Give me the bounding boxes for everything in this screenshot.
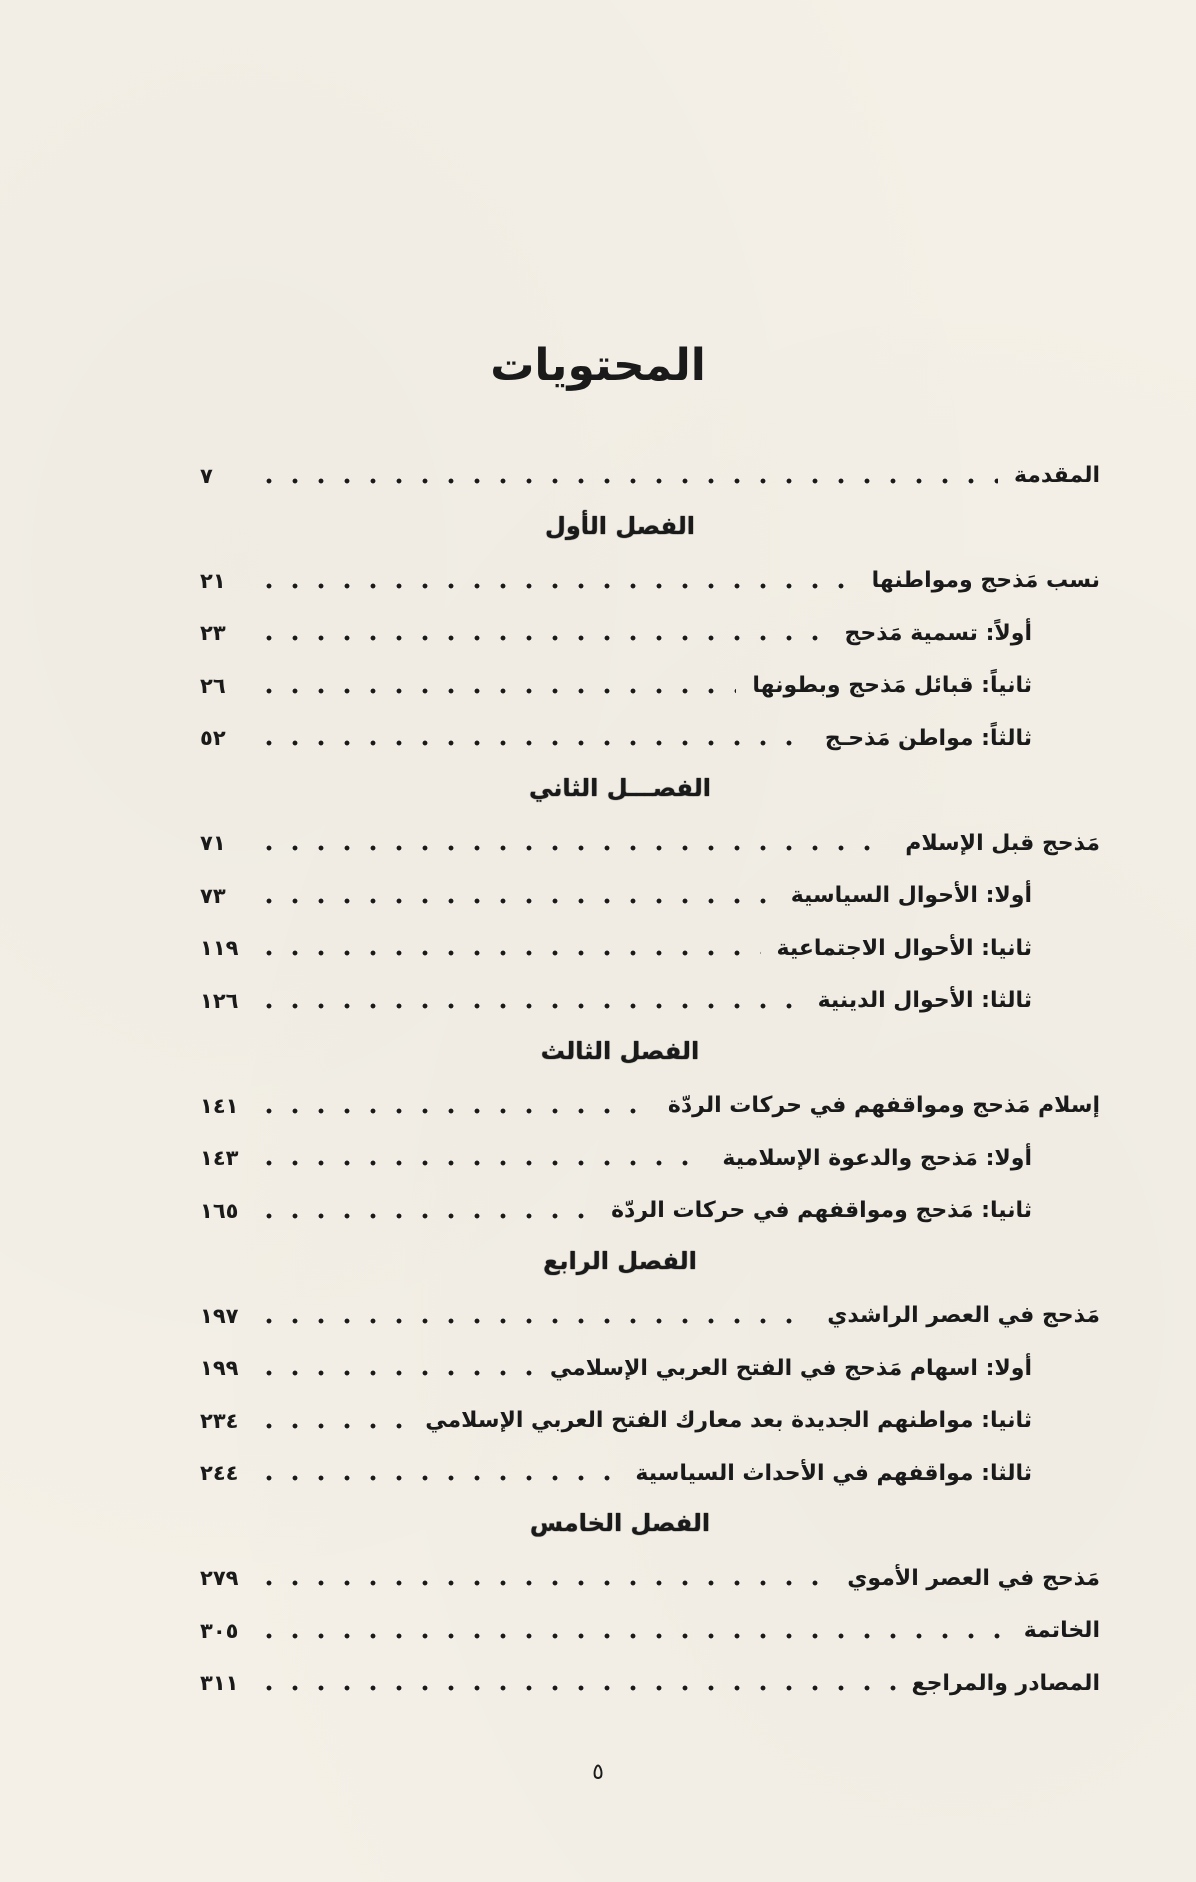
toc-entry-line bbox=[200, 936, 1032, 961]
dot-leader bbox=[256, 1160, 706, 1166]
chapter-heading bbox=[200, 1243, 1100, 1296]
toc-entry-line bbox=[200, 1461, 1032, 1486]
toc-entry-page: ١٦٥ bbox=[200, 1198, 239, 1223]
toc-entry bbox=[200, 1400, 1100, 1453]
dot-leader bbox=[256, 1108, 652, 1114]
toc-entry bbox=[200, 1138, 1100, 1191]
toc-entry bbox=[200, 1295, 1100, 1348]
toc-entry bbox=[200, 1558, 1100, 1611]
dot-leader bbox=[256, 635, 829, 641]
toc-entry-page: ١٤٣ bbox=[200, 1146, 239, 1170]
toc-entry-label: مَذحج قبل الإسلام bbox=[905, 830, 1100, 856]
toc-entry-line bbox=[200, 1198, 1032, 1223]
chapter-label: الفصل الخامس bbox=[529, 1509, 711, 1537]
toc-entry-label: أولا: اسهام مَذحج في الفتح العربي الإسلامي bbox=[549, 1355, 1032, 1381]
toc-entry-label: ثانيا: مواطنهم الجديدة بعد معارك الفتح العربي الإسلامي bbox=[425, 1408, 1032, 1433]
toc-entry-page: ٧١ bbox=[200, 831, 226, 855]
toc-entry-line bbox=[200, 883, 1032, 908]
toc-entry bbox=[200, 718, 1100, 771]
toc-entry-label: ثانيا: مَذحج ومواقفهم في حركات الردّة bbox=[611, 1198, 1032, 1223]
toc-entry-page: ٢١ bbox=[200, 568, 226, 593]
dot-leader bbox=[256, 1318, 811, 1324]
toc-entry-line bbox=[200, 726, 1032, 751]
toc-entry-label: ثالثا: الأحوال الدينية bbox=[817, 988, 1032, 1013]
toc-entry bbox=[200, 455, 1100, 508]
chapter-label: الفصـــل الثاني bbox=[529, 774, 711, 802]
toc-entry-page: ٢٣٤ bbox=[200, 1408, 239, 1433]
toc-entry-line bbox=[200, 1356, 1032, 1381]
chapter-heading bbox=[200, 508, 1100, 561]
toc-entry bbox=[200, 875, 1100, 928]
toc-entry bbox=[200, 1453, 1100, 1506]
toc-entry bbox=[200, 1610, 1100, 1663]
toc-entry-line bbox=[200, 1093, 1100, 1118]
toc-entry-page: ٣١١ bbox=[200, 1671, 239, 1695]
dot-leader bbox=[256, 950, 761, 956]
dot-leader bbox=[256, 898, 775, 904]
toc-entry-page: ٢٣ bbox=[200, 621, 226, 645]
toc-entry-page: ١٢٦ bbox=[200, 988, 239, 1013]
page-title: المحتويات bbox=[490, 340, 706, 391]
dot-leader bbox=[256, 1213, 595, 1219]
toc-entry-label: نسب مَذحج ومواطنها bbox=[871, 568, 1100, 593]
toc-entry-page: ٧ bbox=[200, 463, 213, 488]
dot-leader bbox=[256, 1633, 1008, 1639]
toc-entry bbox=[200, 823, 1100, 876]
toc-entry-page: ٣٠٥ bbox=[200, 1618, 239, 1643]
chapter-heading-text bbox=[200, 1037, 1100, 1065]
dot-leader bbox=[256, 1685, 896, 1691]
toc-entry-page: ١٤١ bbox=[200, 1093, 239, 1118]
chapter-heading bbox=[200, 1505, 1100, 1558]
toc-entry-line bbox=[200, 831, 1100, 856]
chapter-label: الفصل الرابع bbox=[543, 1246, 697, 1275]
toc-entry-label: أولاً: تسمية مَذحج bbox=[844, 620, 1032, 646]
toc-entry-label: المصادر والمراجع bbox=[911, 1670, 1100, 1696]
chapter-heading bbox=[200, 770, 1100, 823]
chapter-label: الفصل الأول bbox=[545, 511, 695, 540]
toc-entry-line bbox=[200, 1618, 1100, 1643]
toc-entry-line bbox=[200, 463, 1100, 488]
toc-entry bbox=[200, 1085, 1100, 1138]
dot-leader bbox=[256, 1370, 534, 1376]
toc-entry-label: المقدمة bbox=[1013, 463, 1100, 488]
chapter-heading bbox=[200, 1033, 1100, 1086]
toc-entry-line bbox=[200, 988, 1032, 1013]
dot-leader bbox=[256, 1003, 802, 1009]
toc-entry-page: ٢٦ bbox=[200, 673, 226, 698]
dot-leader bbox=[256, 478, 998, 484]
toc-entry-label: ثالثاً: مواطن مَذحـج bbox=[824, 725, 1032, 751]
toc-entry-line bbox=[200, 568, 1100, 593]
dot-leader bbox=[256, 740, 809, 746]
toc-entry-page: ١٩٧ bbox=[200, 1303, 239, 1328]
table-of-contents bbox=[200, 455, 1100, 1715]
chapter-heading-text bbox=[200, 1247, 1100, 1275]
toc-entry-line bbox=[200, 1146, 1032, 1171]
toc-entry-label: مَذحج في العصر الراشدي bbox=[827, 1303, 1100, 1328]
toc-entry bbox=[200, 1663, 1100, 1716]
toc-entry-label: ثانياً: قبائل مَذحج وبطونها bbox=[752, 673, 1032, 698]
toc-entry bbox=[200, 1190, 1100, 1243]
toc-entry-page: ١١٩ bbox=[200, 936, 239, 960]
toc-entry-page: ١٩٩ bbox=[200, 1356, 239, 1380]
toc-entry-page: ٧٣ bbox=[200, 883, 226, 908]
chapter-heading-text bbox=[200, 512, 1100, 540]
toc-entry-page: ٢٧٩ bbox=[200, 1566, 239, 1590]
dot-leader bbox=[256, 845, 889, 851]
toc-entry-label: أولا: الأحوال السياسية bbox=[790, 883, 1032, 908]
toc-entry-line bbox=[200, 1303, 1100, 1328]
dot-leader bbox=[256, 1580, 831, 1586]
dot-leader bbox=[256, 583, 856, 589]
toc-entry-line bbox=[200, 1566, 1100, 1591]
toc-entry bbox=[200, 613, 1100, 666]
dot-leader bbox=[256, 1475, 619, 1481]
toc-entry bbox=[200, 980, 1100, 1033]
toc-entry-label: أولا: مَذحج والدعوة الإسلامية bbox=[722, 1145, 1032, 1171]
toc-entry-line bbox=[200, 1408, 1032, 1433]
toc-entry bbox=[200, 665, 1100, 718]
toc-entry bbox=[200, 1348, 1100, 1401]
chapter-heading-text bbox=[200, 1509, 1100, 1537]
chapter-heading-text bbox=[200, 774, 1100, 802]
toc-entry-label: مَذحج في العصر الأموي bbox=[847, 1565, 1100, 1591]
toc-entry-line bbox=[200, 1671, 1100, 1696]
dot-leader bbox=[256, 688, 736, 694]
toc-entry bbox=[200, 560, 1100, 613]
toc-entry-line bbox=[200, 621, 1032, 646]
toc-entry-label: ثانيا: الأحوال الاجتماعية bbox=[776, 935, 1032, 961]
toc-entry-page: ٥٢ bbox=[200, 726, 226, 750]
toc-entry bbox=[200, 928, 1100, 981]
toc-entry-label: الخاتمة bbox=[1023, 1618, 1100, 1643]
page-number: ٥ bbox=[592, 1760, 604, 1785]
toc-entry-page: ٢٤٤ bbox=[200, 1461, 239, 1485]
toc-entry-label: ثالثا: مواقفهم في الأحداث السياسية bbox=[635, 1460, 1032, 1486]
chapter-label: الفصل الثالث bbox=[540, 1036, 700, 1065]
dot-leader bbox=[256, 1423, 409, 1429]
toc-entry-line bbox=[200, 673, 1032, 698]
toc-entry-label: إسلام مَذحج ومواقفهم في حركات الردّة bbox=[667, 1093, 1100, 1118]
